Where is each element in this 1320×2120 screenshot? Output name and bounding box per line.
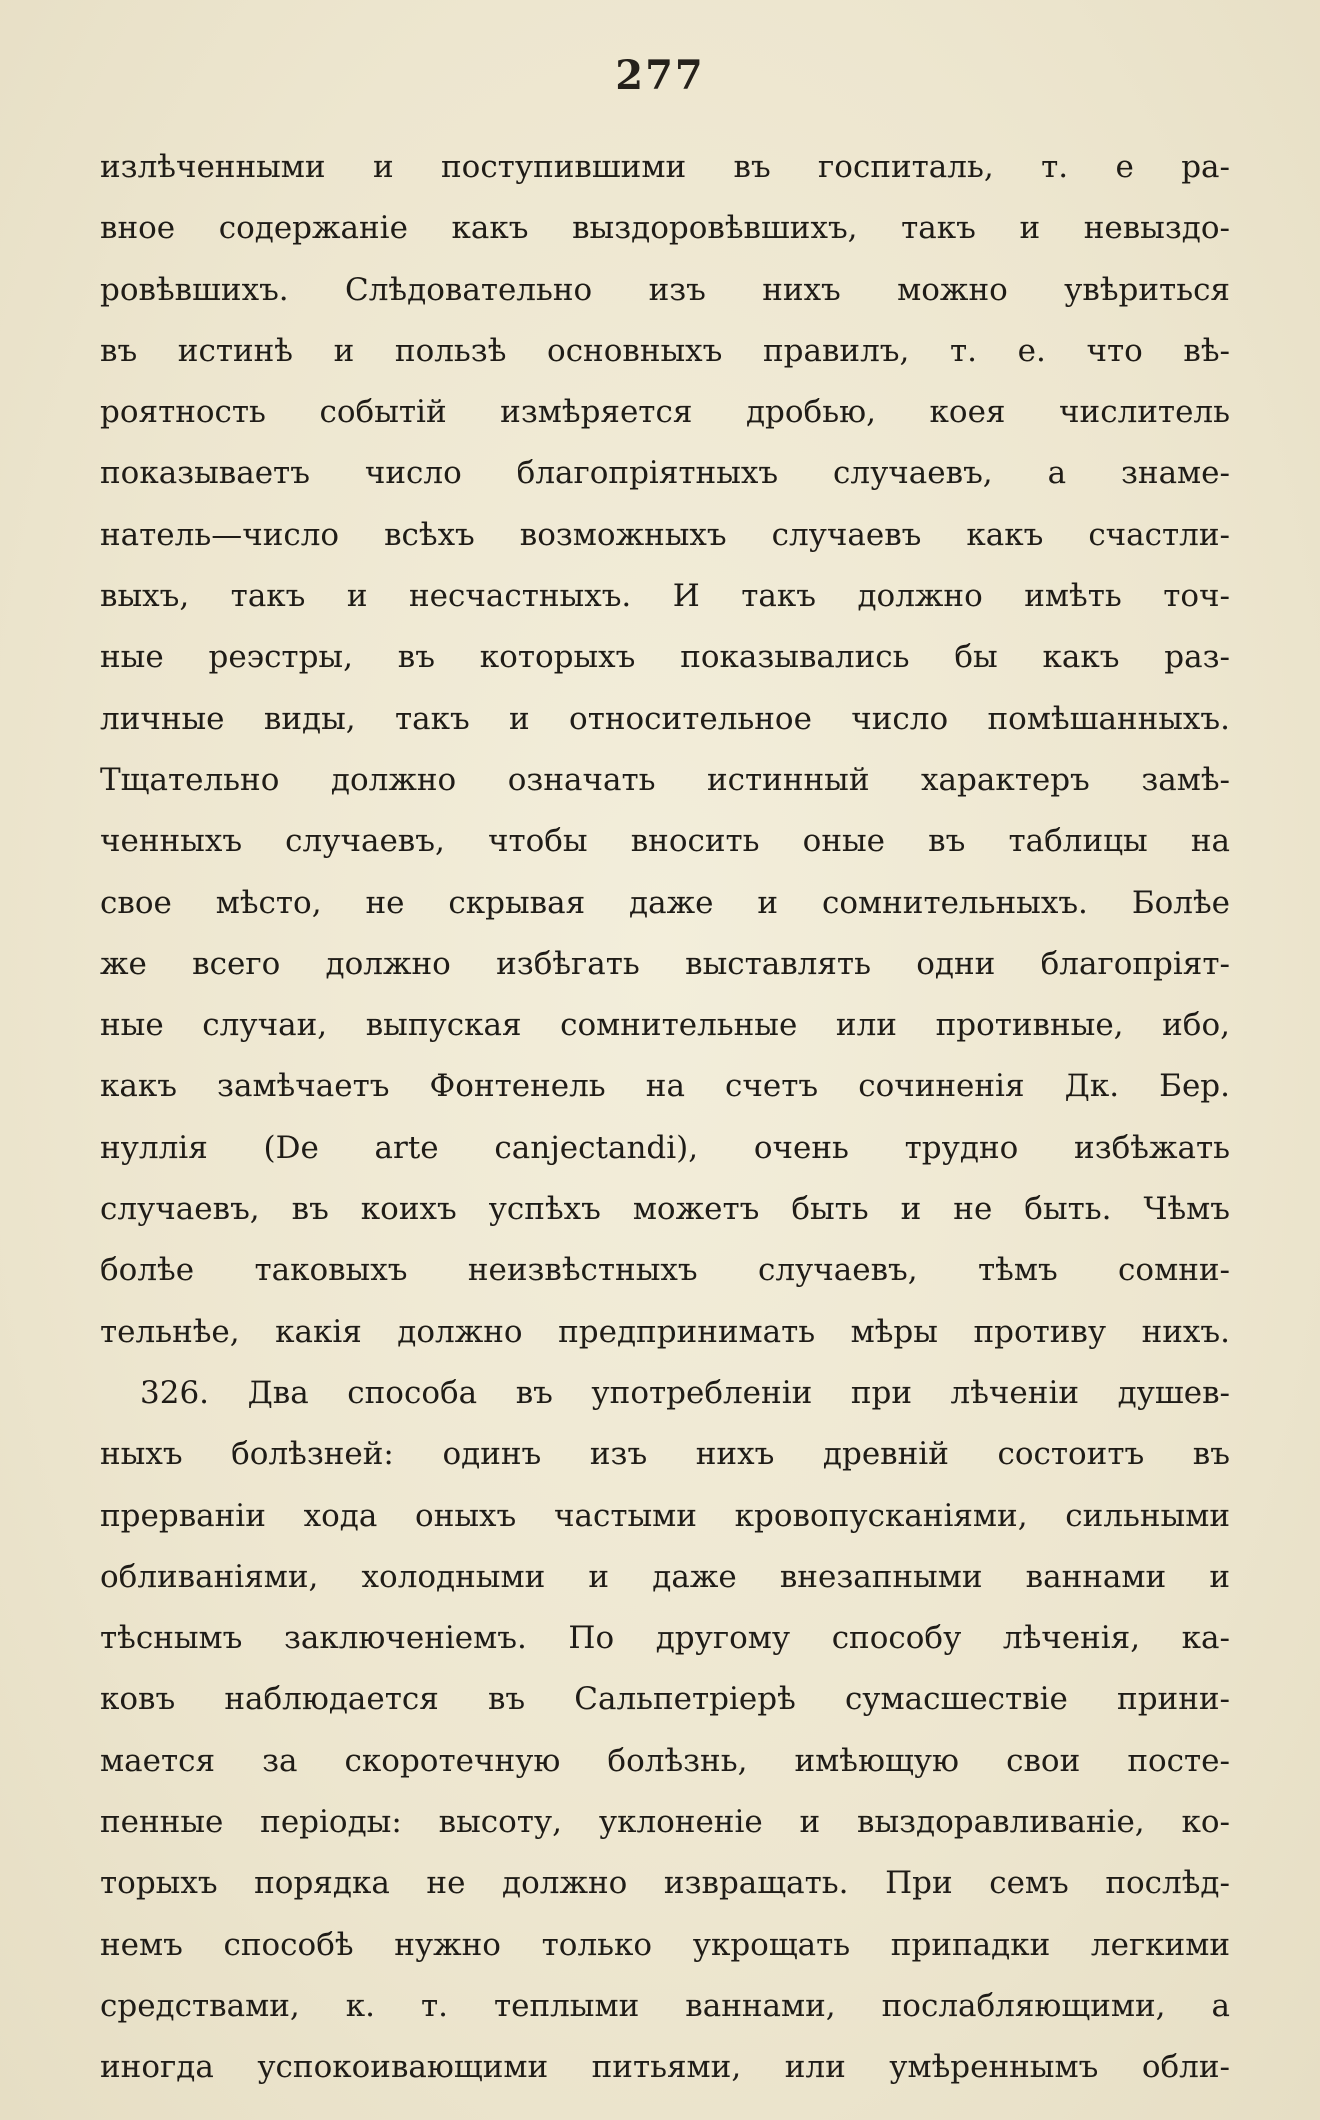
text-line: излѣченными и поступившими въ госпиталь, т. е ра- [100,149,1230,185]
text-line: иногда успокоивающими питьями, или умѣреннымъ обли- [100,2049,1230,2086]
text-line: выхъ, такъ и несчастныхъ. И такъ должно имѣть точ- [100,578,1230,615]
text-line: ковъ наблюдается въ Сальпетрiерѣ сумасшествiе прини- [100,1681,1230,1718]
text-line: нуллiя (De arte canjectandi), очень трудно избѣжать [100,1129,1230,1166]
text-line: торыхъ порядка не должно извращать. При семъ послѣд- [100,1865,1230,1902]
text-line: прерванiи хода оныхъ частыми кровопусканiями, сильными [100,1497,1230,1534]
text-line: личные виды, такъ и относительное число помѣшанныхъ. [100,700,1230,737]
paragraph-1 [100,137,1230,1363]
text-line: натель—число всѣхъ возможныхъ случаевъ какъ счастли- [100,516,1230,553]
text-line: ные случаи, выпуская сомнительные или противные, ибо, [100,1007,1230,1044]
text-line: 326. Два способа въ употребленiи при лѣченiи душев- [140,1374,1230,1411]
text-line: показываетъ число благопрiятныхъ случаевъ, а знаме- [100,455,1230,492]
text-line: свое мѣсто, не скрывая даже и сомнительныхъ. Болѣе [100,884,1230,921]
text-line: ченныхъ случаевъ, чтобы вносить оные въ таблицы на [100,823,1230,860]
text-line: средствами, к. т. теплыми ваннами, послабляющими, а [100,1987,1230,2024]
text-line: немъ способѣ нужно только укрощать припадки легкими [100,1926,1230,1963]
paragraph-326 [100,1363,1230,2099]
text-line: ныхъ болѣзней: одинъ изъ нихъ древнiй состоитъ въ [100,1436,1230,1473]
page-number: 277 [615,52,705,99]
text-line: какъ замѣчаетъ Фонтенель на счетъ сочиненiя Дк. Бер. [100,1068,1230,1105]
text-line: ровѣвшихъ. Слѣдовательно изъ нихъ можно увѣриться [100,271,1230,308]
body-text [100,137,1230,2099]
text-line: болѣе таковыхъ неизвѣстныхъ случаевъ, тѣмъ сомни- [100,1252,1230,1289]
text-line: пенные перiоды: высоту, уклоненiе и выздоравливанiе, ко- [100,1804,1230,1841]
text-line: ные реэстры, въ которыхъ показывались бы какъ раз- [100,639,1230,676]
text-line: мается за скоротечную болѣзнь, имѣющую свои посте- [100,1742,1230,1779]
text-line: вное содержанiе какъ выздоровѣвшихъ, такъ и невыздо- [100,210,1230,247]
text-line: въ истинѣ и пользѣ основныхъ правилъ, т. е. что вѣ- [100,332,1230,369]
text-line: тѣснымъ заключенiемъ. По другому способу лѣченiя, ка- [100,1620,1230,1657]
text-line: случаевъ, въ коихъ успѣхъ можетъ быть и не быть. Чѣмъ [100,1191,1230,1228]
text-line: же всего должно избѣгать выставлять одни благопрiят- [100,945,1230,982]
text-line: обливанiями, холодными и даже внезапными ваннами и [100,1558,1230,1595]
text-line: Тщательно должно означать истинный характеръ замѣ- [100,761,1230,798]
text-line: тельнѣе, какiя должно предпринимать мѣры противу нихъ. [100,1313,1230,1350]
text-line: роятность событiй измѣряется дробью, коея числитель [100,394,1230,431]
